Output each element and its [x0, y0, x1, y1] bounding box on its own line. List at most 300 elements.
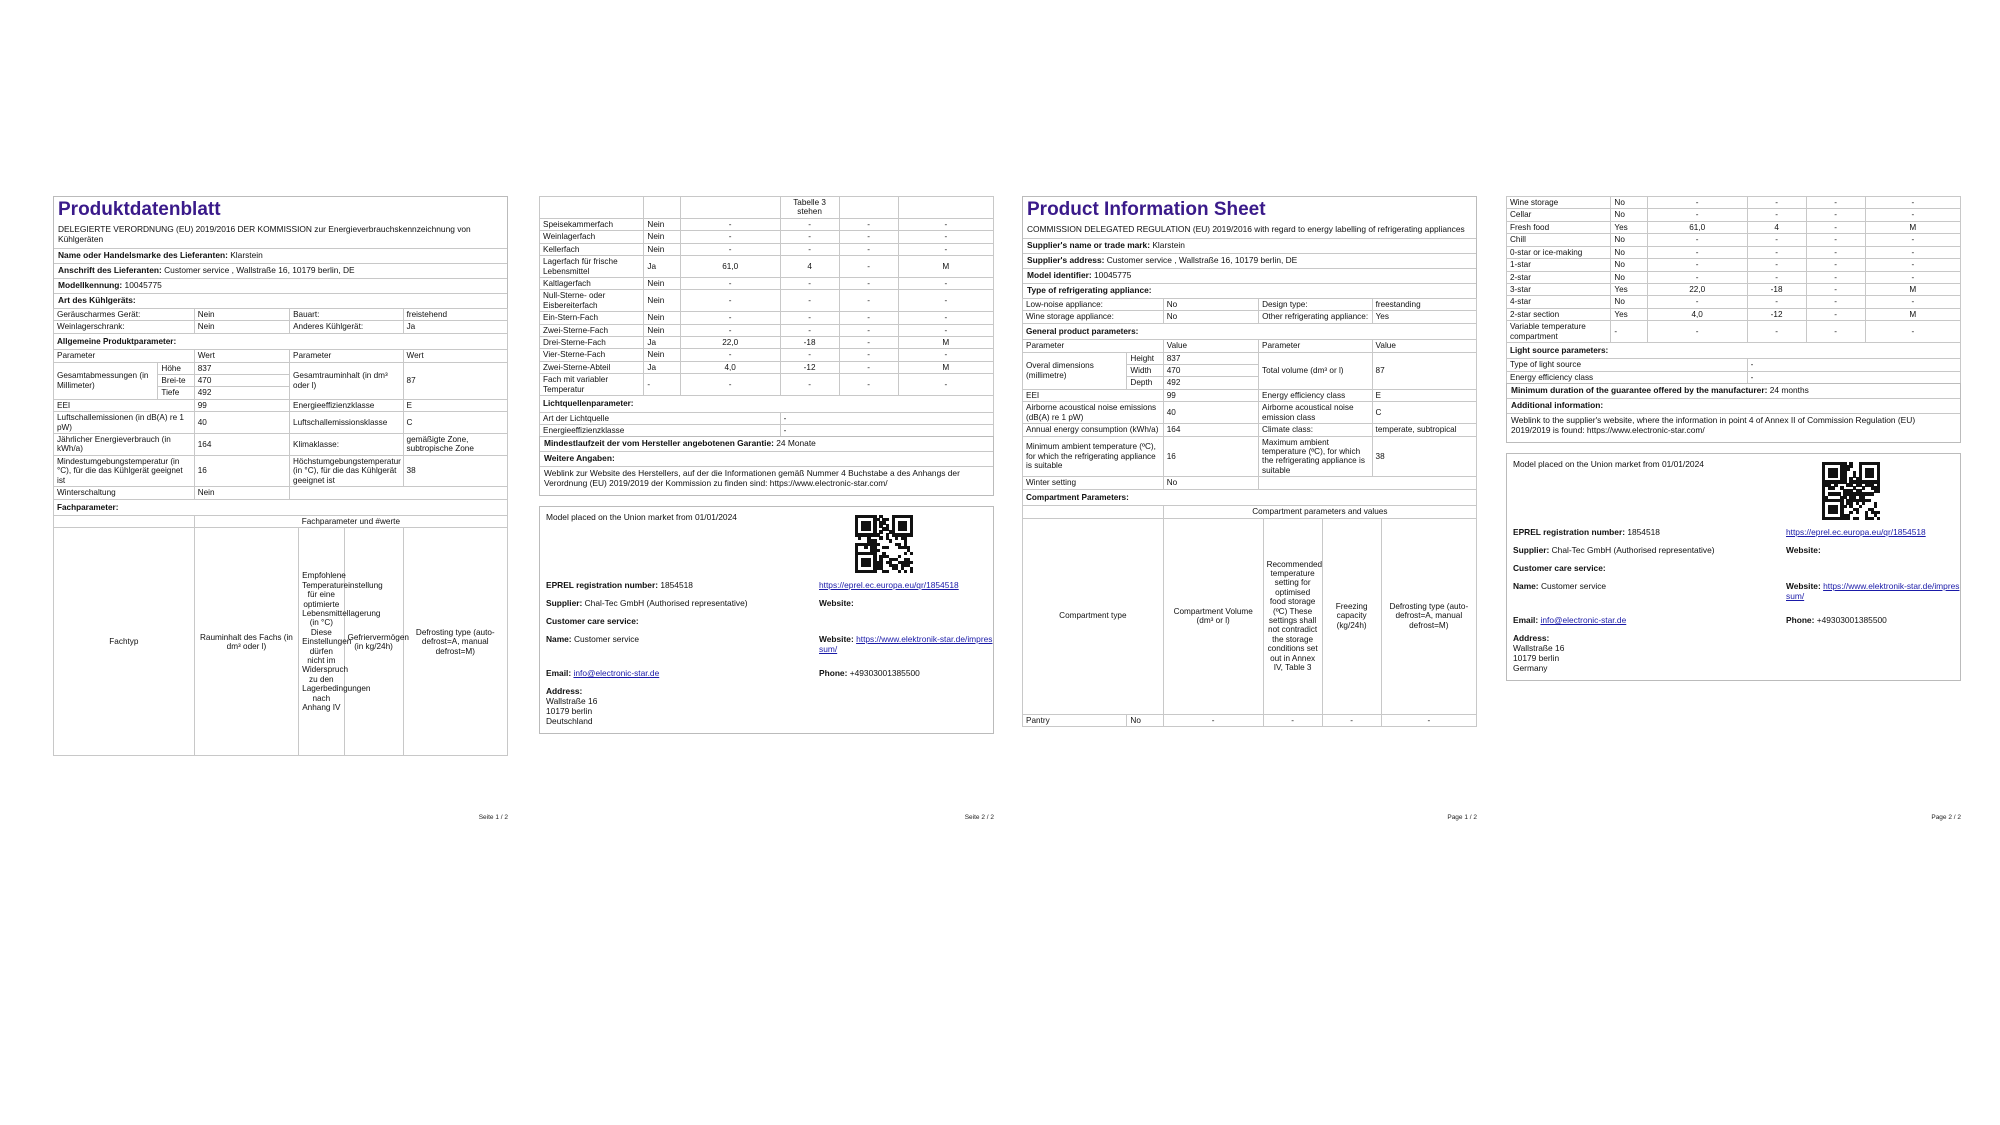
cell: M: [1865, 308, 1960, 320]
cell: 16: [1163, 436, 1258, 477]
cell: No: [1163, 311, 1258, 323]
de-page-1: [53, 196, 508, 822]
cell: Other refrigerating appliance:: [1259, 311, 1373, 323]
cell: Fresh food: [1507, 221, 1611, 233]
en-supplier-name: Klarstein: [1152, 240, 1185, 251]
cell: Compartment Volume (dm³ or l): [1163, 518, 1263, 714]
cell: Nein: [644, 218, 680, 230]
cell: -: [839, 349, 898, 361]
cell: M: [898, 337, 993, 349]
de-page-2: [539, 196, 994, 822]
cell: -: [1747, 321, 1806, 343]
cell: Mindestumgebungstemperatur (in °C), für die das Kühlgerät geeignet ist: [54, 455, 195, 486]
cell: -: [898, 231, 993, 243]
cell: -: [644, 374, 680, 396]
cell: Ja: [403, 321, 507, 333]
table-row: [54, 350, 508, 362]
cell: Art der Lichtquelle: [540, 412, 781, 424]
cell: 99: [194, 399, 289, 411]
cell: EEI: [1023, 389, 1164, 401]
cell: No: [1611, 197, 1647, 209]
cell: -: [780, 412, 993, 424]
cell: -: [1747, 246, 1806, 258]
table-row: [540, 412, 994, 424]
cell: M: [898, 256, 993, 278]
en-care-site-label: Website:: [1786, 580, 1821, 591]
cell: -: [680, 324, 780, 336]
de-model-label: Modellkennung:: [58, 280, 123, 291]
de-email-label: Email:: [546, 668, 572, 679]
table-row: [1507, 308, 1961, 320]
cell: C: [1372, 402, 1476, 424]
cell: -: [780, 277, 839, 289]
cell: -: [1865, 246, 1960, 258]
table-row: [1507, 259, 1961, 271]
cell: Parameter: [54, 350, 195, 362]
cell: -: [1647, 197, 1747, 209]
en-type-label: Type of refrigerating appliance:: [1027, 285, 1152, 296]
de-eprel: 1854518: [660, 580, 693, 591]
table-row: [1023, 424, 1477, 436]
cell: Annual energy consumption (kWh/a): [1023, 424, 1164, 436]
cell: No: [1163, 298, 1258, 310]
cell: -: [1806, 308, 1865, 320]
cell: Value: [1372, 340, 1476, 352]
cell: 1-star: [1507, 259, 1611, 271]
en-care-site[interactable]: https://www.elektronik-star.de/impressum/: [1786, 580, 1960, 601]
cell: Recommended temperature setting for optimised food storage (ºC) These settings shall not contradict the storage conditions set out in Annex IV, Table 3: [1263, 518, 1322, 714]
cell: [290, 487, 508, 499]
en-light-table: [1506, 358, 1961, 384]
table-row: [540, 243, 994, 255]
en-comp-head-table: [1022, 505, 1477, 727]
table-row: [1507, 234, 1961, 246]
de-volume: 87: [403, 362, 507, 399]
en-supplier-addr: Customer service , Wallstraße 16, 10179 berlin, DE: [1106, 255, 1298, 266]
cell: Type of light source: [1507, 359, 1748, 371]
cell: 164: [194, 434, 289, 456]
en-regulation: COMMISSION DELEGATED REGULATION (EU) 2019/2016 with regard to energy labelling of refrigerating appliances: [1027, 224, 1465, 235]
cell: -: [839, 337, 898, 349]
de-guarantee-label: Mindestlaufzeit der vom Hersteller angebotenen Garantie:: [544, 438, 774, 449]
cell: Wine storage appliance:: [1023, 311, 1164, 323]
de-volume-label: Gesamtrauminhalt (in dm³ oder l): [290, 362, 404, 399]
en-address-label: Address:: [1513, 632, 1550, 643]
cell: -: [1647, 209, 1747, 221]
cell: [1259, 477, 1477, 489]
table-row: [1023, 477, 1477, 489]
cell: No: [1611, 209, 1647, 221]
de-website-label: Website:: [819, 598, 854, 609]
en-header-block: [1022, 196, 1477, 299]
cell: Winter setting: [1023, 477, 1164, 489]
cell: -: [1163, 714, 1263, 726]
cell: Maximum ambient temperature (ºC), for which the refrigerating appliance is suitable: [1259, 436, 1373, 477]
cell: [898, 197, 993, 219]
en-page-1: [1022, 196, 1477, 822]
cell: -: [1806, 259, 1865, 271]
cell: -: [898, 312, 993, 324]
en-supplier-addr-label: Supplier's address:: [1027, 255, 1105, 266]
cell: 2-star section: [1507, 308, 1611, 320]
cell: Lagerfach für frische Lebensmittel: [540, 256, 644, 278]
cell: Chill: [1507, 234, 1611, 246]
cell: -: [898, 349, 993, 361]
cell: -: [898, 324, 993, 336]
cell: Weinlagerfach: [540, 231, 644, 243]
de-supplier-name-label: Name oder Handelsmarke des Lieferanten:: [58, 250, 228, 261]
table-row: [540, 256, 994, 278]
cell: -18: [780, 337, 839, 349]
cell: -: [1806, 321, 1865, 343]
cell: Nein: [644, 349, 680, 361]
cell: Kaltlagerfach: [540, 277, 644, 289]
cell: gemäßigte Zone, subtropische Zone: [403, 434, 507, 456]
cell: -: [780, 243, 839, 255]
cell: -12: [780, 361, 839, 373]
cell: Minimum ambient temperature (ºC), for which the refrigerating appliance is suitable: [1023, 436, 1164, 477]
table-row: [54, 487, 508, 499]
cell: -: [780, 312, 839, 324]
cell: -: [1865, 321, 1960, 343]
cell: 0-star or ice-making: [1507, 246, 1611, 258]
cell: Höchstumgebungstemperatur (in °C), für die das Kühlgerät geeignet ist: [290, 455, 404, 486]
table-row: [540, 324, 994, 336]
cell: -: [898, 290, 993, 312]
cell: -: [1806, 234, 1865, 246]
cell: Yes: [1372, 311, 1476, 323]
table-row: [540, 218, 994, 230]
cell: -: [898, 243, 993, 255]
cell: -: [1747, 296, 1806, 308]
cell: 492: [1163, 377, 1258, 389]
cell: Luftschallemissionsklasse: [290, 412, 404, 434]
cell: -: [1647, 259, 1747, 271]
cell: 837: [1163, 352, 1258, 364]
cell: [839, 197, 898, 219]
en-type-table: [1022, 298, 1477, 340]
cell: Parameter: [1259, 340, 1373, 352]
cell: Anderes Kühlgerät:: [290, 321, 404, 333]
de-address-line: Wallstraße 16: [546, 695, 598, 706]
cell: -: [680, 374, 780, 396]
cell: Kellerfach: [540, 243, 644, 255]
de-extra-block: [539, 436, 994, 496]
cell: -: [839, 231, 898, 243]
cell: Bauart:: [290, 308, 404, 320]
de-further-label: Weitere Angaben:: [544, 453, 615, 464]
cell: E: [403, 399, 507, 411]
cell: -: [1806, 221, 1865, 233]
table-row: [54, 321, 508, 333]
table-row: [540, 337, 994, 349]
cell: -: [680, 349, 780, 361]
cell: -: [839, 324, 898, 336]
cell: -: [680, 312, 780, 324]
cell: Zwei-Sterne-Abteil: [540, 361, 644, 373]
de-comp-table: [539, 196, 994, 219]
en-address-line: Germany: [1513, 662, 1548, 673]
de-placed: Model placed on the Union market from 01/01/2024: [546, 512, 737, 523]
cell: -: [1747, 359, 1960, 371]
cell: -: [839, 256, 898, 278]
cell: Nein: [644, 231, 680, 243]
cell: Freezing capacity (kg/24h): [1322, 518, 1381, 714]
table-row: [540, 349, 994, 361]
cell: -: [1865, 209, 1960, 221]
table-row: [1023, 714, 1477, 726]
de-name: Customer service: [573, 634, 640, 645]
cell: 164: [1163, 424, 1258, 436]
de-further: Weblink zur Website des Herstellers, auf der die Informationen gemäß Nummer 4 Buchstabe a des Anhangs der Verordnung (EU) 2019/2019 der Kommission zu finden sind: https://www.electronic-star.com/: [540, 466, 993, 495]
en-supplier-label: Supplier:: [1513, 544, 1550, 555]
table-row: [54, 434, 508, 456]
table-row: [1507, 209, 1961, 221]
cell: [680, 197, 780, 219]
cell: Defrosting type (auto-defrost=A, manual defrost=M): [1381, 518, 1476, 714]
en-model: 10045775: [1094, 270, 1132, 281]
table-row: [1507, 283, 1961, 295]
cell: Variable temperature compartment: [1507, 321, 1611, 343]
cell: Nein: [644, 290, 680, 312]
cell: Compartment type: [1023, 518, 1164, 714]
de-general-table: [53, 349, 508, 516]
cell: Höhe: [158, 362, 194, 374]
cell: 4: [780, 256, 839, 278]
cell: -: [1806, 197, 1865, 209]
cell: No: [1611, 259, 1647, 271]
cell: Low-noise appliance:: [1023, 298, 1164, 310]
en-extra-block: [1506, 383, 1961, 443]
en-light-label: Light source parameters:: [1507, 343, 1961, 359]
cell: -: [1647, 271, 1747, 283]
cell: 2-star: [1507, 271, 1611, 283]
table-row: [1507, 296, 1961, 308]
cell: Value: [1163, 340, 1258, 352]
en-model-label: Model identifier:: [1027, 270, 1092, 281]
de-eprel-link[interactable]: https://eprel.ec.europa.eu/qr/1854518: [819, 580, 959, 591]
cell: [540, 197, 644, 219]
de-care-site[interactable]: https://www.elektronik-star.de/impressum/: [819, 634, 993, 654]
en-eprel-link[interactable]: https://eprel.ec.europa.eu/qr/1854518: [1786, 526, 1926, 537]
en-page-number-2: Page 2 / 2: [1931, 814, 1961, 822]
cell: -: [1865, 271, 1960, 283]
cell: Rauminhalt des Fachs (in dm³ oder l): [194, 528, 298, 756]
cell: -: [839, 243, 898, 255]
table-row: [540, 374, 994, 396]
cell: [54, 516, 195, 528]
en-title: Product Information Sheet: [1027, 199, 1266, 220]
cell: -: [1806, 246, 1865, 258]
cell: Vier-Sterne-Fach: [540, 349, 644, 361]
cell: No: [1611, 296, 1647, 308]
cell: 61,0: [680, 256, 780, 278]
cell: Design type:: [1259, 298, 1373, 310]
de-eprel-label: EPREL registration number:: [546, 580, 658, 591]
table-row: [540, 312, 994, 324]
en-page-2: [1506, 196, 1961, 822]
cell: Winterschaltung: [54, 487, 195, 499]
en-supplier: Chal-Tec GmbH (Authorised representative): [1551, 544, 1715, 555]
de-email[interactable]: info@electronic-star.de: [573, 668, 660, 679]
cell: Airborne acoustical noise emission class: [1259, 402, 1373, 424]
cell: -: [1806, 209, 1865, 221]
cell: M: [898, 361, 993, 373]
cell: -: [839, 361, 898, 373]
de-supplier-addr-label: Anschrift des Lieferanten:: [58, 265, 162, 276]
de-comp-rows: [539, 218, 994, 413]
cell: -: [1865, 197, 1960, 209]
cell: -: [680, 231, 780, 243]
cell: 22,0: [680, 337, 780, 349]
en-comp-rows: [1506, 196, 1961, 359]
table-row: [1507, 359, 1961, 371]
de-general-label: Allgemeine Produktparameter:: [54, 333, 508, 349]
en-guarantee: 24 months: [1769, 385, 1809, 396]
cell: Energieeffizienzklasse: [290, 399, 404, 411]
cell: -: [1647, 321, 1747, 343]
cell: Defrosting type (auto-defrost=A, manual defrost=M): [403, 528, 507, 756]
qr-code-icon: [855, 515, 913, 573]
en-comp-group: Compartment parameters and values: [1163, 506, 1476, 518]
table-row: [540, 361, 994, 373]
cell: 40: [194, 412, 289, 434]
en-page-number-1: Page 1 / 2: [1447, 814, 1477, 822]
cell: Fach mit variabler Temperatur: [540, 374, 644, 396]
cell: Parameter: [290, 350, 404, 362]
cell: [644, 197, 680, 219]
cell: No: [1611, 234, 1647, 246]
cell: -: [1647, 296, 1747, 308]
cell: No: [1163, 477, 1258, 489]
de-address-line: Deutschland: [546, 715, 593, 726]
cell: Ja: [644, 337, 680, 349]
cell: Drei-Sterne-Fach: [540, 337, 644, 349]
cell: -12: [1747, 308, 1806, 320]
de-supplier-label: Supplier:: [546, 598, 583, 609]
de-regulation: DELEGIERTE VERORDNUNG (EU) 2019/2016 DER KOMMISSION zur Energieverbrauchskennzeichnung von Kühlgeräten: [58, 224, 471, 245]
cell: E: [1372, 389, 1476, 401]
cell: -: [1806, 283, 1865, 295]
cell: Energy efficiency class: [1507, 371, 1748, 383]
en-volume: 87: [1372, 352, 1476, 389]
de-name-label: Name:: [546, 634, 572, 645]
cell: Yes: [1611, 283, 1647, 295]
cell: M: [1865, 221, 1960, 233]
cell: Nein: [194, 321, 289, 333]
cell: 4: [1747, 221, 1806, 233]
de-care-site-label: Website:: [819, 634, 854, 645]
en-general-label: General product parameters:: [1023, 323, 1477, 339]
cell: Parameter: [1023, 340, 1164, 352]
cell: C: [403, 412, 507, 434]
cell: 99: [1163, 389, 1258, 401]
cell: Gefriervermögen (in kg/24h): [344, 528, 403, 756]
cell: Brei-te: [158, 374, 194, 386]
cell: 837: [194, 362, 289, 374]
en-name-label: Name:: [1513, 580, 1539, 591]
cell: -: [839, 374, 898, 396]
cell: freistehend: [403, 308, 507, 320]
table-row: [54, 412, 508, 434]
de-light-table: [539, 412, 994, 438]
cell: -: [839, 218, 898, 230]
cell: Yes: [1611, 221, 1647, 233]
cell: 22,0: [1647, 283, 1747, 295]
cell: Fachtyp: [54, 528, 195, 756]
en-email[interactable]: info@electronic-star.de: [1540, 614, 1627, 625]
cell: -: [839, 312, 898, 324]
table-row: [1507, 271, 1961, 283]
cell: Yes: [1611, 308, 1647, 320]
cell: Wine storage: [1507, 197, 1611, 209]
cell: EEI: [54, 399, 195, 411]
de-type-table: [53, 308, 508, 350]
cell: -: [1865, 259, 1960, 271]
de-guarantee: 24 Monate: [776, 438, 816, 449]
cell: No: [1611, 271, 1647, 283]
cell: M: [1865, 283, 1960, 295]
cell: -: [1747, 371, 1960, 383]
table-row: [1023, 340, 1477, 352]
cell: -: [1322, 714, 1381, 726]
en-further-label: Additional information:: [1511, 400, 1604, 411]
en-comp-label: Compartment Parameters:: [1023, 489, 1477, 505]
de-page-number-2: Seite 2 / 2: [964, 814, 994, 822]
qr-code-icon: [1822, 462, 1880, 520]
cell: 470: [1163, 365, 1258, 377]
cell: -: [780, 290, 839, 312]
cell: Geräuscharmes Gerät:: [54, 308, 195, 320]
en-eprel-label: EPREL registration number:: [1513, 526, 1625, 537]
de-title: Produktdatenblatt: [58, 199, 221, 220]
cell: Nein: [644, 324, 680, 336]
table-row: [1023, 311, 1477, 323]
cell: -: [1747, 197, 1806, 209]
cell: Empfohlene Temperatureinstellung für eine optimierte Lebensmittellagerung (in °C) Diese Einstellungen dürfen nicht im Widerspruch zu den Lagerbedingungen nach Anhang IV: [299, 528, 344, 756]
en-further: Weblink to the supplier's website, where the information in point 4 of Annex II of Commission Regulation (EU) 2019/2019 is found: https://www.electronic-star.com/: [1507, 413, 1960, 442]
cell: Depth: [1127, 377, 1163, 389]
cell: Weinlagerschrank:: [54, 321, 195, 333]
de-header-block: [53, 196, 508, 309]
cell: 4,0: [680, 361, 780, 373]
cell: Ein-Stern-Fach: [540, 312, 644, 324]
cell: -18: [1747, 283, 1806, 295]
cell: -: [1806, 271, 1865, 283]
cell: -: [839, 277, 898, 289]
cell: 16: [194, 455, 289, 486]
de-continued-header: Tabelle 3 stehen: [780, 197, 839, 219]
de-model: 10045775: [124, 280, 162, 291]
cell: Zwei-Sterne-Fach: [540, 324, 644, 336]
de-address-line: 10179 berlin: [546, 705, 593, 716]
de-contact-block: [539, 506, 994, 734]
cell: -: [1611, 321, 1647, 343]
cell: -: [780, 349, 839, 361]
cell: No: [1611, 246, 1647, 258]
table-row: [540, 425, 994, 437]
cell: -: [680, 243, 780, 255]
cell: -: [1747, 234, 1806, 246]
en-website-label: Website:: [1786, 544, 1821, 555]
table-row: [54, 308, 508, 320]
en-contact-block: [1506, 453, 1961, 681]
cell: -: [898, 218, 993, 230]
cell: Nein: [644, 243, 680, 255]
table-row: [1023, 298, 1477, 310]
en-care-label: Customer care service:: [1513, 562, 1606, 573]
cell: Energy efficiency class: [1259, 389, 1373, 401]
